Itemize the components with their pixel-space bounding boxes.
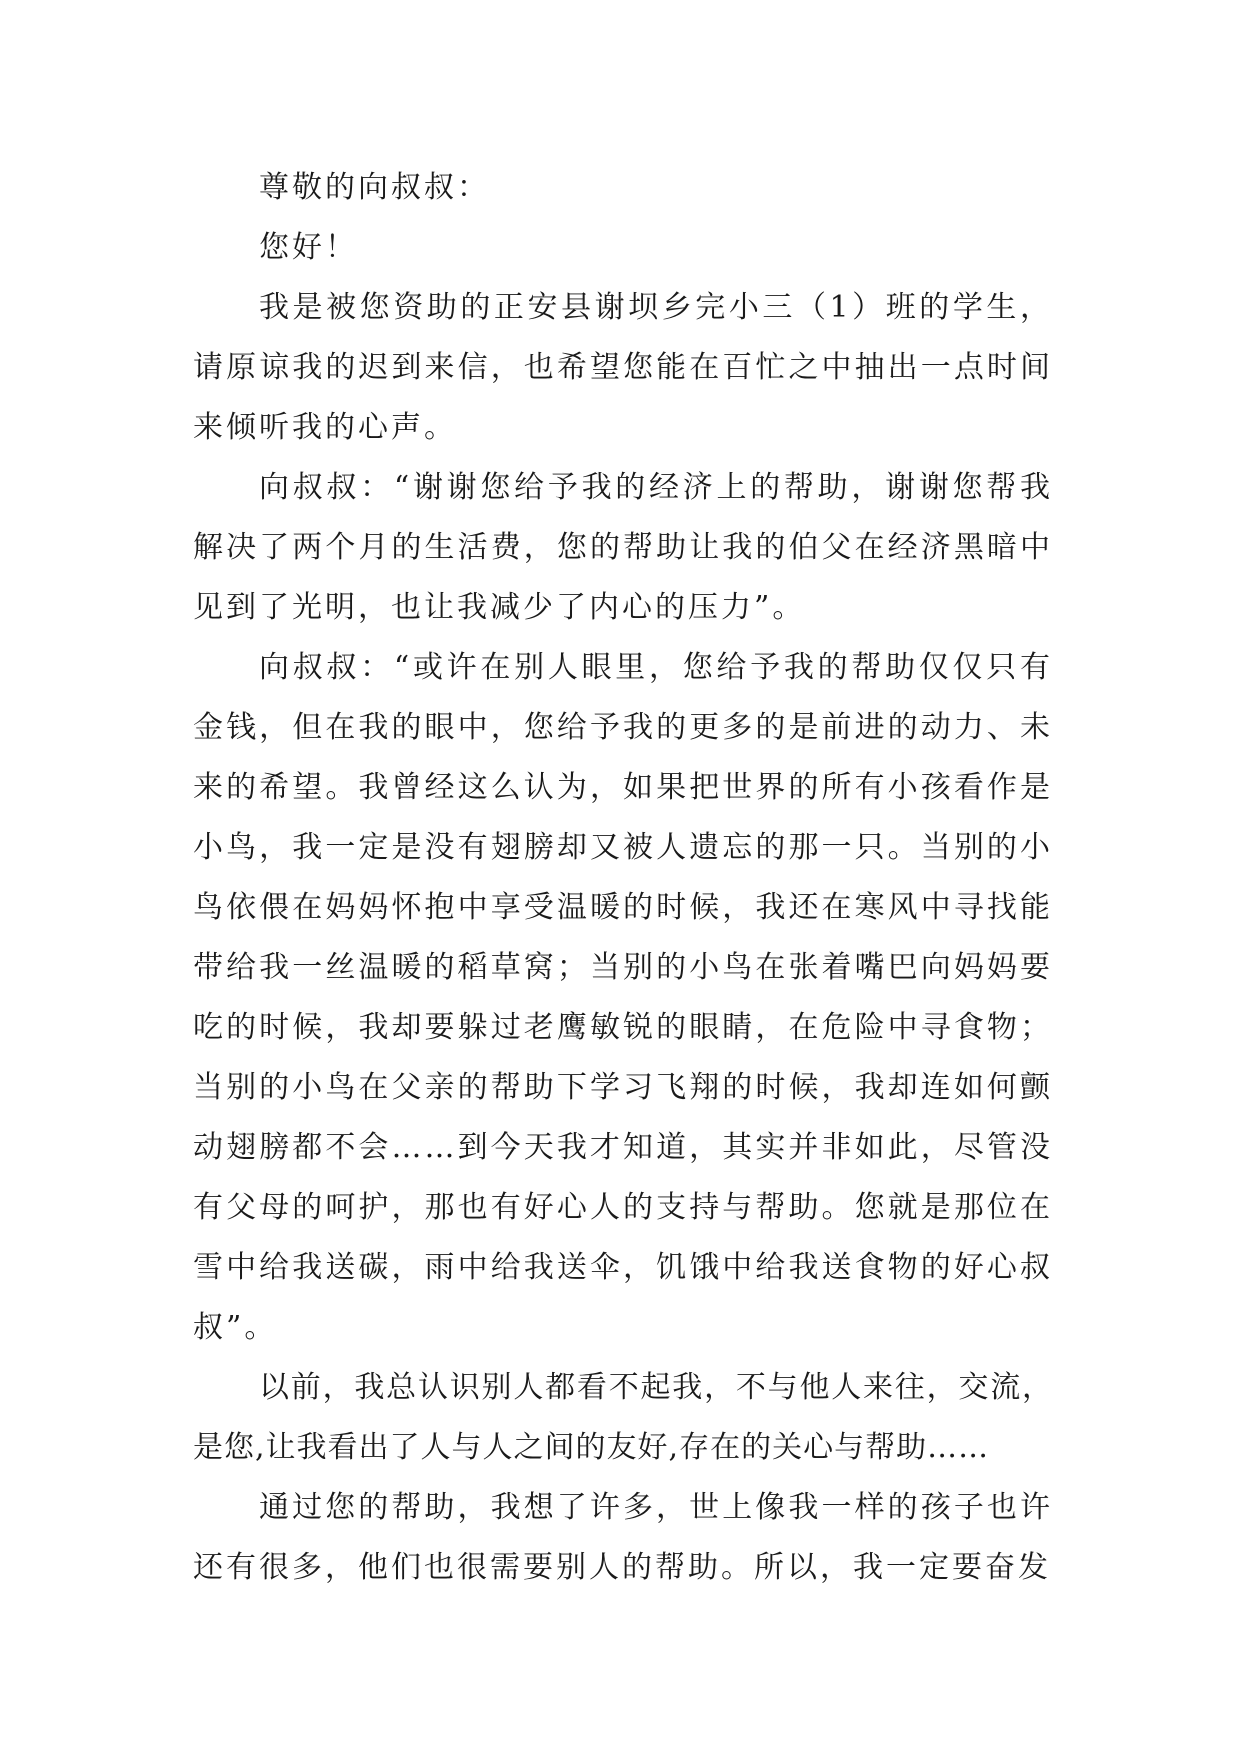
- letter-paragraph-3: 向叔叔：“或许在别人眼里，您给予我的帮助仅仅只有金钱，但在我的眼中，您给予我的更多的是前进的动力、未来的希望。我曾经这么认为，如果把世界的所有小孩看作是小鸟，我一定是没有翅膀却又被人遗忘的那一只。当别的小鸟依偎在妈妈怀抱中享受温暖的时候，我还在寒风中寻找能带给我一丝温暖的稻草窝；当别的小鸟在张着嘴巴向妈妈要吃的时候，我却要躲过老鹰敏锐的眼睛，在危险中寻食物；当别的小鸟在父亲的帮助下学习飞翔的时候，我却连如何颤动翅膀都不会……到今天我才知道，其实并非如此，尽管没有父母的呵护，那也有好心人的支持与帮助。您就是那位在雪中给我送碳，雨中给我送伞，饥饿中给我送食物的好心叔叔”。: [193, 650, 1053, 1345]
- letter-paragraph-4: 以前，我总认识别人都看不起我，不与他人来往，交流，是您,让我看出了人与人之间的友好,存在的关心与帮助……: [193, 1370, 1053, 1465]
- letter-paragraph-1: 我是被您资助的正安县谢坝乡完小三（1）班的学生，请原谅我的迟到来信，也希望您能在百忙之中抽出一点时间来倾听我的心声。: [193, 290, 1053, 445]
- letter-greeting: 您好！: [259, 230, 358, 265]
- letter-paragraph-2: 向叔叔：“谢谢您给予我的经济上的帮助，谢谢您帮我解决了两个月的生活费，您的帮助让我的伯父在经济黑暗中见到了光明，也让我减少了内心的压力”。: [193, 470, 1053, 625]
- letter-paragraph-5: 通过您的帮助，我想了许多，世上像我一样的孩子也许还有很多，他们也很需要别人的帮助。所以，我一定要奋发: [193, 1490, 1053, 1585]
- letter-body: [193, 158, 1053, 1598]
- letter-salutation: 尊敬的向叔叔：: [259, 170, 490, 205]
